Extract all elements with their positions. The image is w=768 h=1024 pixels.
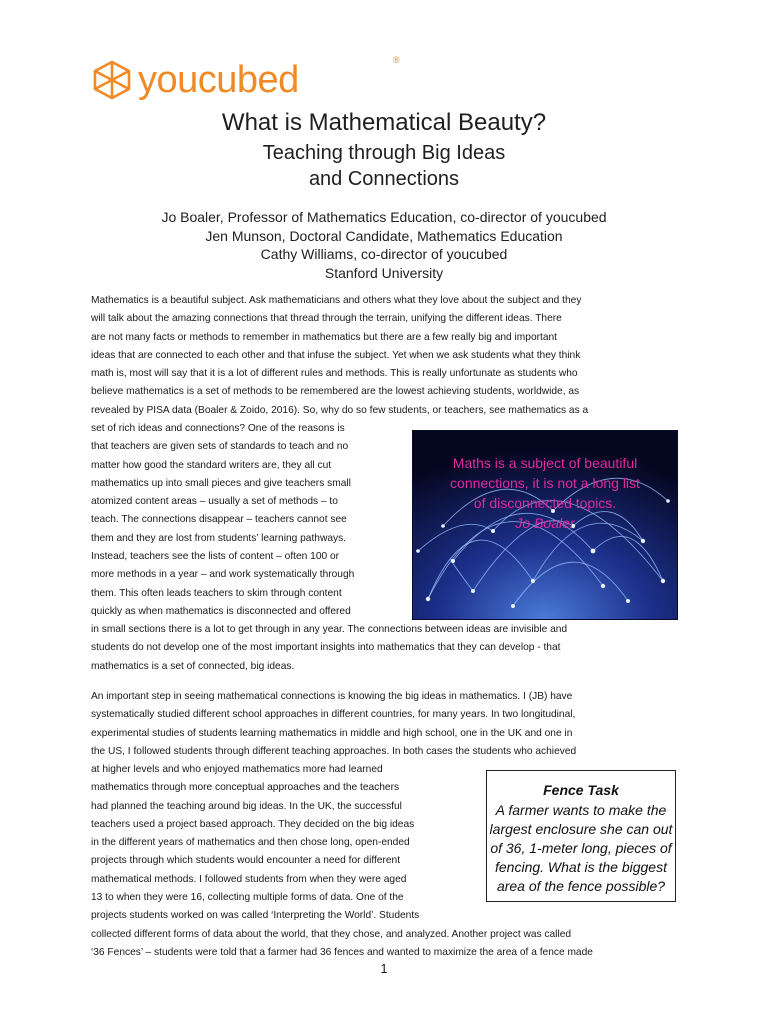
quote-author: Jo Boaler: [515, 515, 575, 531]
paragraph-1-end: [91, 621, 677, 676]
fence-task-box: [486, 770, 676, 902]
quote-line: connections, it is not a long list: [450, 475, 640, 491]
text-line: that teachers are given sets of standards to teach and no: [91, 441, 349, 453]
text-line: them. This often leads teachers to skim through content: [91, 587, 342, 599]
text-line: more methods in a year – and work systematically through: [91, 569, 355, 581]
subtitle-line: and Connections: [308, 168, 460, 190]
fence-task-line: area of the fence possible?: [496, 878, 666, 894]
text-line: matter how good the standard writers are, they all cut: [91, 459, 332, 471]
cube-logo-icon: [90, 58, 134, 102]
logo-wordmark: youcubed: [138, 59, 299, 101]
connections-quote-image: [412, 430, 678, 620]
paragraph-2-top: [91, 688, 677, 761]
quote-text: [413, 453, 677, 533]
paragraph-2-wrapped: [91, 761, 479, 926]
youcubed-logo: [90, 55, 400, 102]
text-line: at higher levels and who enjoyed mathematics more had learned: [91, 764, 383, 775]
text-line: believe mathematics is a set of methods to be remembered are the lowest achieving students, worldwide, as: [91, 386, 580, 398]
text-line: experimental studies of students learning mathematics in middle and high school, one in the UK and one in: [91, 727, 573, 739]
text-line: mathematics through more conceptual approaches and the teachers: [91, 782, 400, 794]
page-number: 1: [380, 961, 388, 976]
text-line: projects students worked on was called ‘Interpreting the World’. Students: [91, 910, 420, 922]
quote-line: Maths is a subject of beautiful: [452, 455, 638, 471]
quote-line: of disconnected topics.: [473, 495, 617, 511]
text-line: mathematics up into small pieces and give teachers small: [91, 477, 351, 489]
text-line: atomized content areas – usually a set of methods – to: [91, 496, 338, 508]
text-line: systematically studied different school approaches in different countries, for many years. In two longitudinal,: [91, 709, 576, 721]
fence-task-line: fencing. What is the biggest: [495, 859, 667, 875]
fence-task-body: [487, 801, 675, 896]
text-line: 13 to when they were 16, collecting multiple forms of data. One of the: [91, 892, 404, 904]
text-line: ‘36 Fences’ – students were told that a farmer had 36 fences and wanted to maximize the area of a fence made: [91, 947, 593, 959]
fence-task-title: Fence Task: [543, 782, 619, 798]
text-line: them and they are lost from students’ learning pathways.: [91, 532, 347, 544]
author-line: Jo Boaler, Professor of Mathematics Education, co-director of youcubed: [161, 209, 607, 225]
paragraph-1-top: [91, 292, 677, 420]
fence-task-line: of 36, 1-meter long, pieces of: [490, 840, 672, 856]
text-line: An important step in seeing mathematical connections is knowing the big ideas in mathematics. I (JB) have: [91, 691, 573, 702]
text-line: teach. The connections disappear – teachers cannot see: [91, 514, 347, 526]
text-line: math is, most will say that it is a lot of different rules and methods. This is really unfortunate as students who: [91, 368, 578, 380]
text-line: set of rich ideas and connections? One of the reasons is: [91, 423, 345, 434]
page-title: What is Mathematical Beauty?: [221, 109, 547, 136]
page-subtitle: [0, 140, 768, 192]
text-line: students do not develop one of the most important insights into mathematics that they can develop - that: [91, 642, 561, 654]
text-line: are not many facts or methods to remember in mathematics but there are a few really big and important: [91, 331, 558, 343]
fence-task-line: A farmer wants to make the: [495, 802, 667, 818]
text-line: the US, I followed students through different teaching approaches. In both cases the students who achieved: [91, 745, 577, 757]
paragraph-1-wrapped: [91, 420, 407, 621]
text-line: projects through which students would encounter a need for different: [91, 855, 401, 867]
text-line: teachers used a project based approach. They decided on the big ideas: [91, 818, 415, 830]
text-line: revealed by PISA data (Boaler & Zoido, 2016). So, why do so few students, or teachers, see mathematics as a: [91, 404, 589, 416]
fence-task-line: largest enclosure she can out: [489, 821, 673, 837]
author-line: Cathy Williams, co-director of youcubed: [260, 246, 508, 263]
text-line: Mathematics is a beautiful subject. Ask mathematicians and others what they love about the subject and they: [91, 295, 582, 306]
text-line: mathematical methods. I followed students from when they were aged: [91, 873, 407, 885]
text-line: in the different years of mathematics and then chose long, open-ended: [91, 837, 410, 849]
author-list: [0, 208, 768, 282]
text-line: had planned the teaching around big ideas. In the UK, the successful: [91, 800, 402, 812]
affiliation-line: Stanford University: [324, 264, 444, 281]
author-line: Jen Munson, Doctoral Candidate, Mathematics Education: [205, 227, 563, 244]
text-line: ideas that are connected to each other and that infuse the subject. Yet when we ask students what they think: [91, 349, 581, 361]
registered-mark: ®: [393, 55, 400, 65]
text-line: Instead, teachers see the lists of content – often 100 or: [91, 551, 340, 563]
text-line: collected different forms of data about the world, that they chose, and analyzed. Another project was called: [91, 929, 572, 940]
text-line: mathematics is a set of connected, big ideas.: [91, 660, 295, 672]
paragraph-2-end: [91, 926, 677, 963]
text-line: in small sections there is a lot to get through in any year. The connections between ideas are invisible and: [91, 624, 568, 635]
text-line: will talk about the amazing connections that thread through the terrain, unifying the different ideas. There: [91, 313, 562, 325]
text-line: quickly as when mathematics is disconnected and offered: [91, 605, 351, 617]
subtitle-line: Teaching through Big Ideas: [262, 142, 506, 164]
